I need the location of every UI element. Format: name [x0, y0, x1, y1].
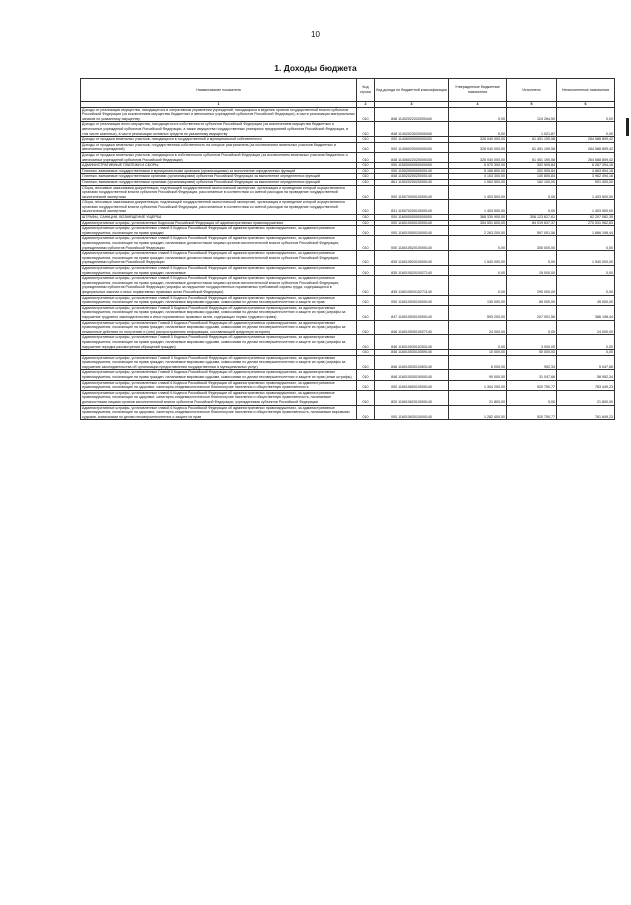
row-executed: 305 000,00	[507, 236, 557, 251]
row-name: Сборы, вносимые заказчиками документации, подлежащей государственной экологической экспертизе, организация и проведение которой осуществляются органами государственной власти субъектов Российской Федерации, рассчитанные в соответствии со сметой расходов на проведение государственной экологической экспертизы	[81, 200, 357, 215]
row-income-code: 846 11601053010253140	[375, 335, 449, 350]
document-title: 1. Доходы бюджета	[274, 63, 357, 73]
row-unexecuted: 264 588 809,42	[557, 152, 615, 162]
table-row	[81, 251, 615, 266]
row-income-code: 000 11406000000000430	[375, 137, 449, 143]
row-executed: 50 000,00	[507, 350, 557, 356]
row-line-code: 010	[357, 137, 375, 143]
row-unexecuted: 1 403 500,00	[557, 200, 615, 215]
row-approved: 0,00	[449, 107, 507, 122]
row-approved: 1 282 400,00	[449, 405, 507, 420]
row-income-code: 848 11406022020000430	[375, 152, 449, 162]
row-approved: 326 040 000,00	[449, 142, 507, 152]
row-unexecuted: 5 047,66	[557, 355, 615, 370]
row-line-code: 010	[357, 370, 375, 380]
row-name: Сборы, вносимые заказчиками документации, подлежащей государственной экологической экспертизе, организация и проведение которой осуществляются органами государственной власти субъектов Российской Федерации, рассчитанные в соответствии со сметой расходов на проведение государственной экологической экспертизы	[81, 185, 357, 200]
row-executed: 290 000,00	[507, 276, 557, 295]
row-approved: 0,00	[449, 276, 507, 295]
row-approved: 354 551 600,00	[449, 220, 507, 226]
row-line-code: 010	[357, 179, 375, 185]
row-name: Административные штрафы, установленные Главой 5 Кодекса Российской Федерации об административных правонарушениях, за административные правонарушения, посягающие на права граждан, налагаемые мировыми судьями, комиссиями по делам несовершеннолетних и защите их прав (штрафы за нарушение порядка рассмотрения обращений граждан)	[81, 335, 357, 350]
row-unexecuted: 0,00	[557, 236, 615, 251]
row-name: АДМИНИСТРАТИВНЫЕ ПЛАТЕЖИ И СБОРЫ	[81, 163, 357, 169]
page-number: 10	[311, 30, 320, 39]
row-income-code: 835 11601052010271140	[375, 276, 449, 295]
row-approved: 1 403 500,00	[449, 185, 507, 200]
row-unexecuted: 270 531 962,63	[557, 220, 615, 226]
table-row	[81, 320, 615, 335]
row-name: Административные штрафы, установленные главой 6 Кодекса Российской Федерации об административных правонарушениях, за административные правонарушения, посягающие на здоровье, санитарно-эпидемиологическое благополучие населения и общественную нравственность	[81, 380, 357, 390]
row-approved: 1 063 500,00	[449, 179, 507, 185]
header-line-code: Код строки	[357, 79, 375, 102]
row-unexecuted: 1 540 000,00	[557, 251, 615, 266]
row-approved: 130 000,00	[449, 295, 507, 305]
row-unexecuted: 783 449,23	[557, 380, 615, 390]
table-row	[81, 305, 615, 320]
row-line-code: 010	[357, 185, 375, 200]
row-line-code: 010	[357, 220, 375, 226]
row-unexecuted: 0,00	[557, 122, 615, 137]
row-line-code: 010	[357, 142, 375, 152]
header-row	[81, 79, 615, 102]
row-executed: 15 000,00	[507, 266, 557, 276]
row-unexecuted: 0,00	[557, 350, 615, 356]
row-income-code: 848 11402023020000440	[375, 122, 449, 137]
row-line-code: 010	[357, 390, 375, 405]
table-row	[81, 236, 615, 251]
row-income-code: 000 11601050010000140	[375, 226, 449, 236]
row-approved: 0,00	[449, 335, 507, 350]
row-approved: 0,00	[449, 266, 507, 276]
row-executed: 84 019 637,37	[507, 220, 557, 226]
table-row	[81, 295, 615, 305]
row-income-code: 846 11601053010059140	[375, 350, 449, 356]
row-name: Административные штрафы, установленные главой 5 Кодекса Российской Федерации об административных правонарушениях, за административные правонарушения, посягающие на права граждан, налагаемые должностными лицами органов исполнительной власти субъектов Российской Федерации, учреждениями субъектов Российской Федерации	[81, 251, 357, 266]
row-income-code: 000 11500000000000000	[375, 163, 449, 169]
row-unexecuted: 1 403 500,00	[557, 185, 615, 200]
row-income-code: 846 11601053019000140	[375, 370, 449, 380]
row-name: Административные штрафы, установленные главой 6 Кодекса Российской Федерации об административных правонарушениях, за административные правонарушения, посягающие на здоровье, санитарно-эпидемиологическое благополучие населения и общественную нравственность, налагаемые мировыми судьями, комиссиями по делам несовершеннолетних и защите их прав	[81, 405, 357, 420]
row-income-code: 000 11502000000000140	[375, 168, 449, 174]
row-income-code: 848 11402022020000440	[375, 107, 449, 122]
row-line-code: 010	[357, 226, 375, 236]
row-income-code: 000 11600000000000000	[375, 215, 449, 221]
header-approved: Утвержденные бюджетные назначения	[449, 79, 507, 102]
row-name: ШТРАФЫ, САНКЦИИ, ВОЗМЕЩЕНИЕ УЩЕРБА	[81, 215, 357, 221]
row-executed: 61 451 190,58	[507, 137, 557, 143]
header-unexecuted: Неисполненные назначения	[557, 79, 615, 102]
row-name: Административные штрафы, установленные главой 5 Кодекса Российской Федерации об административных правонарушениях, за административные правонарушения, посягающие на права граждан, налагаемые	[81, 266, 357, 276]
row-executed: 3 000,00	[507, 335, 557, 350]
row-line-code: 010	[357, 295, 375, 305]
row-executed: 306 123 817,61	[507, 215, 557, 221]
row-unexecuted: 264 588 809,42	[557, 142, 615, 152]
column-number: 6	[557, 102, 615, 108]
row-income-code: 835 11601052010027140	[375, 266, 449, 276]
row-unexecuted: 58 952,34	[557, 370, 615, 380]
row-name: Административные штрафы, установленные Главой 5 Кодекса Российской Федерации об административных правонарушениях, за административные правонарушения, посягающие на права граждан, налагаемые мировыми судьями, комиссиями по делам несовершеннолетних и защите их прав (штрафы за нарушение трудового законодательства и иных нормативных правовых актов, содержащих нормы трудового права)	[81, 305, 357, 320]
row-name: Административные штрафы, установленные главой 5 Кодекса Российской Федерации об административных правонарушениях, за административные правонарушения, посягающие на права граждан	[81, 226, 357, 236]
row-executed: 520 750,77	[507, 405, 557, 420]
row-name: Доходы от продажи земельных участков, находящихся в государственной и муниципальной собственности	[81, 137, 357, 143]
table-row	[81, 200, 615, 215]
row-executed: 0,00	[507, 390, 557, 405]
table-row	[81, 355, 615, 370]
row-approved: 593 200,00	[449, 305, 507, 320]
row-approved: 5 166 800,00	[449, 168, 507, 174]
row-income-code: 835 11601052010000140	[375, 251, 449, 266]
row-approved: 4 103 300,00	[449, 174, 507, 180]
row-line-code: 010	[357, 266, 375, 276]
row-line-code: 010	[357, 200, 375, 215]
row-line-code: 010	[357, 355, 375, 370]
row-unexecuted: 24 000,00	[557, 320, 615, 335]
row-line-code: 010	[357, 335, 375, 350]
row-executed: 597 001,56	[507, 226, 557, 236]
row-executed: 302 905,84	[507, 163, 557, 169]
column-number: 2	[357, 102, 375, 108]
row-unexecuted: 386 198,44	[557, 305, 615, 320]
table-row	[81, 335, 615, 350]
table-row	[81, 390, 615, 405]
row-name: Административные штрафы, установленные Кодексом Российской Федерации об административных правонарушениях	[81, 220, 357, 226]
row-unexecuted: 62 207 082,39	[557, 215, 615, 221]
row-executed: 0,00	[507, 251, 557, 266]
header-income-code: Код дохода по бюджетной классификации	[375, 79, 449, 102]
table-row	[81, 185, 615, 200]
row-unexecuted: 264 588 809,42	[557, 137, 615, 143]
row-unexecuted: 0,00	[557, 266, 615, 276]
row-name: Доходы от реализации имущества, находящегося в оперативном управлении учреждений, находящихся в ведении органов государственной власти субъектов Российской Федерации (за исключением имущества бюджетных и автономных учреждений субъектов Российской Федерации), в части реализации материальных запасов по указанному имуществу	[82, 107, 355, 121]
header-executed: Исполнено	[507, 79, 557, 102]
row-name: Платежи, взимаемые государственными и муниципальными органами (организациями) за выполнение определенных функций	[81, 168, 357, 174]
table-row	[81, 276, 615, 295]
row-line-code: 010	[357, 107, 375, 122]
row-line-code: 010	[357, 320, 375, 335]
row-unexecuted: 6 267 394,16	[557, 163, 615, 169]
column-number: 1	[81, 102, 357, 108]
table-row	[81, 370, 615, 380]
table-row	[81, 152, 615, 162]
row-income-code: 820 11601062010000140	[375, 390, 449, 405]
row-name: Административные штрафы, установленные главой 5 Кодекса Российской Федерации об административных правонарушениях, за административные правонарушения, посягающие на права граждан, налагаемые должностными лицами органов исполнительной власти субъектов Российской Федерации, учреждениями субъектов Российской Федерации (штрафы за нарушение государственных нормативных требований охраны труда, содержащихся в федеральных законах и иных нормативных правовых актах Российской Федерации)	[81, 276, 357, 295]
row-approved: 1 304 200,00	[449, 380, 507, 390]
row-approved: 90 000,00	[449, 370, 507, 380]
row-approved: 1 540 000,00	[449, 251, 507, 266]
row-name: Платежи, взимаемые государственными органами (организациями) субъектов Российской Федерации за выполнение определенных функций	[81, 174, 357, 180]
row-line-code: 010	[357, 405, 375, 420]
row-executed: 952,34	[507, 355, 557, 370]
row-income-code: 846 11601053010027140	[375, 320, 449, 335]
row-executed: 520 750,77	[507, 380, 557, 390]
budget-income-table	[80, 78, 615, 420]
column-number: 3	[375, 102, 449, 108]
row-name: Административные штрафы, установленные Главой 5 Кодекса Российской Федерации об административных правонарушениях, за административные правонарушения, посягающие на права граждан, налагаемые мировыми судьями, комиссиями по делам несовершеннолетних и защите их прав (штрафы за незаконные действия по получению и (или) распространению информации, составляющей кредитную историю)	[81, 320, 357, 335]
row-name: Административные штрафы, установленные Главой 5 Кодекса Российской Федерации об административных правонарушениях, за административные правонарушения, посягающие на права граждан, налагаемые мировыми судьями, комиссиями по делам несовершеннолетних и защите их прав (штрафы за нарушение законодательства об организации предоставления государственных и муниципальных услуг)	[81, 355, 357, 370]
row-name: Доходы от продажи земельных участков, находящихся в собственности субъектов Российской Федерации (за исключением земельных участков бюджетных и автономных учреждений субъектов Российской Федерации)	[81, 152, 357, 162]
row-name: Административные штрафы, установленные главой 5 Кодекса Российской Федерации об административных правонарушениях, за административные правонарушения, посягающие на права граждан, налагаемые должностными лицами органов исполнительной власти субъектов Российской Федерации, учреждениями субъектов Российской Федерации	[81, 236, 357, 251]
row-line-code: 010	[357, 152, 375, 162]
row-income-code: 861 11502020020000140	[375, 179, 449, 185]
table-row	[81, 226, 615, 236]
row-executed: 0,00	[507, 200, 557, 215]
row-income-code: 000 11601052010000140	[375, 236, 449, 251]
row-line-code: 010	[357, 276, 375, 295]
row-line-code: 010	[357, 251, 375, 266]
row-name: Административные штрафы, установленные Главой 5 Кодекса Российской Федерации об административных правонарушениях, за административные правонарушения, посягающие на права граждан, налагаемые мировыми судьями, комиссиями по делам несовершеннолетних и защите их прав (иные штрафы)	[81, 370, 357, 380]
table-row	[81, 380, 615, 390]
table-body	[81, 107, 615, 420]
row-income-code: 848 11502020020000140	[375, 174, 449, 180]
row-executed: 162 100,00	[507, 179, 557, 185]
row-unexecuted: 761 649,23	[557, 405, 615, 420]
row-executed: 61 451 190,58	[507, 152, 557, 162]
row-approved: 2 263 200,00	[449, 226, 507, 236]
row-unexecuted: 4 863 894,16	[557, 168, 615, 174]
row-approved: 6 000,00	[449, 355, 507, 370]
row-line-code: 010	[357, 168, 375, 174]
row-name: Доходы от реализации иного имущества, находящегося в собственности субъектов Российской Федерации (за исключением имущества бюджетных и автономных учреждений субъектов Российской Федерации, а также имущества государственных унитарных предприятий субъектов Российской Федерации, в том числе казенных), в части реализации основных средств по указанному имуществу	[81, 122, 357, 137]
column-number: 4	[449, 102, 507, 108]
row-approved: 0,00	[449, 122, 507, 137]
table-row	[81, 107, 615, 122]
row-approved: 368 330 900,00	[449, 215, 507, 221]
row-approved: 21 800,00	[449, 390, 507, 405]
table-row	[81, 142, 615, 152]
row-unexecuted: 0,00	[557, 276, 615, 295]
row-name: Доходы от продажи земельных участков, государственная собственность на которые разграничена (за исключением земельных участков бюджетных и автономных учреждений)	[81, 142, 357, 152]
row-executed: 207 001,56	[507, 305, 557, 320]
row-executed: 61 451 190,58	[507, 142, 557, 152]
row-line-code: 010	[357, 350, 375, 356]
row-executed: 0,00	[507, 185, 557, 200]
row-line-code: 010	[357, 163, 375, 169]
scan-margin-mark	[626, 118, 629, 136]
row-income-code: 000 11601060010000140	[375, 380, 449, 390]
row-approved: 326 040 000,00	[449, 137, 507, 143]
row-income-code: 000 11406020000000430	[375, 142, 449, 152]
row-approved: 1 403 500,00	[449, 200, 507, 215]
row-unexecuted: 45 000,00	[557, 295, 615, 305]
row-unexecuted: 0,00	[557, 107, 615, 122]
row-income-code: 000 11601000010000140	[375, 220, 449, 226]
row-approved: 0,00	[449, 236, 507, 251]
row-executed: 31 047,66	[507, 370, 557, 380]
table-row	[81, 266, 615, 276]
row-approved: 10 000,00	[449, 350, 507, 356]
row-approved: 6 570 300,00	[449, 163, 507, 169]
row-name: Административные штрафы, установленные главой 5 Кодекса Российской Федерации об административных правонарушениях, за административные правонарушения, посягающие на права граждан, налагаемые мировыми судьями, комиссиями по делам несовершеннолетних и защите их прав	[81, 295, 357, 305]
row-approved: 326 040 000,00	[449, 152, 507, 162]
row-name: Платежи, взимаемые государственными органами (организациями) субъектов Российской Федерации за выполнение определенных функций	[81, 179, 357, 185]
column-number: 5	[507, 102, 557, 108]
row-income-code: 000 11601063010000140	[375, 405, 449, 420]
row-line-code: 010	[357, 305, 375, 320]
row-income-code: 000 11601053010000140	[375, 295, 449, 305]
row-income-code: 846 11601053010063140	[375, 355, 449, 370]
row-line-code: 010	[357, 174, 375, 180]
row-unexecuted: 1 666 198,44	[557, 226, 615, 236]
row-income-code: 831 11507020010000140	[375, 200, 449, 215]
row-line-code: 010	[357, 122, 375, 137]
row-approved: 24 000,00	[449, 320, 507, 335]
row-executed: 302 905,84	[507, 168, 557, 174]
row-unexecuted: 901 400,00	[557, 179, 615, 185]
row-executed: 0,00	[507, 320, 557, 335]
row-executed: 1 021,87	[507, 122, 557, 137]
row-line-code: 010	[357, 215, 375, 221]
row-unexecuted: 3 962 494,16	[557, 174, 615, 180]
row-unexecuted: 21 800,00	[557, 390, 615, 405]
header-name: Наименование показателя	[81, 79, 357, 102]
row-executed: 140 805,84	[507, 174, 557, 180]
row-executed: 124 264,50	[507, 107, 557, 122]
table-row	[81, 122, 615, 137]
row-line-code: 010	[357, 236, 375, 251]
row-unexecuted: 0,00	[557, 335, 615, 350]
row-income-code: 847 11601053010000140	[375, 305, 449, 320]
row-line-code: 010	[357, 380, 375, 390]
row-executed: 85 000,00	[507, 295, 557, 305]
row-income-code: 000 11507000010000140	[375, 185, 449, 200]
table-row	[81, 405, 615, 420]
row-name: Административные штрафы, установленные главой 6 Кодекса Российской Федерации об административных правонарушениях, за административные правонарушения, посягающие на здоровье, санитарно-эпидемиологическое благополучие населения и общественную нравственность, налагаемые должностными лицами органов исполнительной власти субъектов Российской Федерации, учреждениями субъектов Российской Федерации	[81, 390, 357, 405]
